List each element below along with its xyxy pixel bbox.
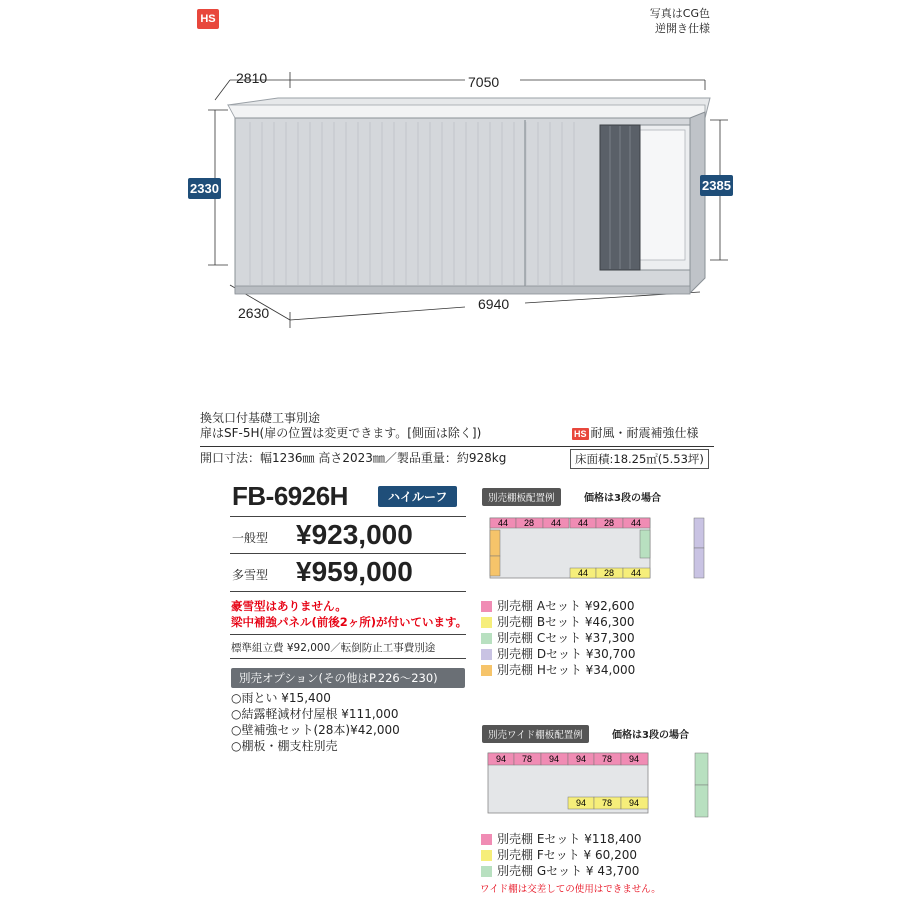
photo-note-line1: 写真はCG色 bbox=[649, 7, 710, 20]
dim-top-width: 7050 bbox=[468, 74, 500, 90]
shelf-set-h bbox=[481, 662, 636, 678]
spec-foundation: 換気口付基礎工事別途 bbox=[200, 411, 321, 425]
shelf-set-d bbox=[481, 646, 636, 662]
shelf-set-label: 別売棚 Dセット ¥30,700 bbox=[497, 647, 636, 661]
spec-door: 扉はSF-5H(扉の位置は変更できます。[側面は除く]) bbox=[200, 426, 482, 440]
svg-text:44: 44 bbox=[577, 518, 589, 528]
svg-text:44: 44 bbox=[550, 518, 562, 528]
wide-set-label: 別売棚 Fセット ¥ 60,200 bbox=[497, 848, 637, 862]
svg-text:44: 44 bbox=[497, 518, 509, 528]
wide-set-list bbox=[481, 831, 641, 879]
options-header: 別売オプション(その他はP.226〜230) bbox=[231, 668, 465, 688]
swatch-icon bbox=[481, 617, 492, 628]
shelf-plan-diagram bbox=[476, 510, 716, 585]
swatch-icon bbox=[481, 866, 492, 877]
shelf-plan-note: 価格は3段の場合 bbox=[584, 493, 661, 504]
swatch-icon bbox=[481, 834, 492, 845]
svg-text:94: 94 bbox=[495, 754, 507, 764]
svg-text:94: 94 bbox=[628, 798, 640, 808]
wide-set-g bbox=[481, 863, 641, 879]
svg-text:78: 78 bbox=[521, 754, 533, 764]
svg-text:44: 44 bbox=[577, 568, 589, 578]
wide-set-f bbox=[481, 847, 641, 863]
swatch-icon bbox=[481, 665, 492, 676]
price-value-standard: ¥923,000 bbox=[296, 519, 413, 550]
svg-text:28: 28 bbox=[603, 568, 615, 578]
dim-bottom-depth: 2630 bbox=[238, 305, 270, 321]
shelf-set-label: 別売棚 Hセット ¥34,000 bbox=[497, 663, 636, 677]
assembly-divider bbox=[230, 634, 466, 635]
svg-text:44: 44 bbox=[630, 568, 642, 578]
shelf-set-c bbox=[481, 630, 636, 646]
swatch-icon bbox=[481, 601, 492, 612]
swatch-icon bbox=[481, 633, 492, 644]
assembly-fee: 標準組立費 ¥92,000／転倒防止工事費別途 bbox=[231, 642, 436, 654]
svg-text:78: 78 bbox=[601, 754, 613, 764]
assembly-divider-2 bbox=[230, 658, 466, 659]
price-row-snow bbox=[230, 553, 466, 592]
option-shelf: ○棚板・棚支柱別売 bbox=[231, 739, 338, 753]
svg-text:28: 28 bbox=[603, 518, 615, 528]
shelf-set-list bbox=[481, 598, 636, 678]
note-heavy-snow: 豪雪型はありません。 bbox=[231, 599, 347, 613]
svg-text:78: 78 bbox=[601, 798, 613, 808]
wide-set-label: 別売棚 Gセット ¥ 43,700 bbox=[497, 864, 640, 878]
option-gutter: ○雨とい ¥15,400 bbox=[231, 691, 331, 705]
type-badge: ハイルーフ bbox=[378, 486, 457, 507]
dim-left-height: 2330 bbox=[188, 178, 221, 199]
wide-set-label: 別売棚 Eセット ¥118,400 bbox=[497, 832, 642, 846]
wide-set-e bbox=[481, 831, 641, 847]
hs-badge: HS bbox=[574, 429, 587, 439]
wide-plan-tag: 別売ワイド棚板配置例 bbox=[482, 725, 589, 743]
svg-text:44: 44 bbox=[630, 518, 642, 528]
shelf-set-label: 別売棚 Bセット ¥46,300 bbox=[497, 615, 635, 629]
photo-note bbox=[600, 6, 710, 36]
option-wall: ○壁補強セット(28本)¥42,000 bbox=[231, 723, 400, 737]
price-label-standard: 一般型 bbox=[232, 531, 269, 545]
options-list bbox=[231, 690, 400, 754]
swatch-icon bbox=[481, 850, 492, 861]
shelf-set-a bbox=[481, 598, 636, 614]
wide-plan-note: 価格は3段の場合 bbox=[612, 730, 689, 741]
wide-plan-diagram bbox=[480, 745, 720, 825]
shelf-set-label: 別売棚 Aセット ¥92,600 bbox=[497, 599, 635, 613]
spec-hs bbox=[572, 425, 699, 442]
note-beam: 梁中補強パネル(前後2ヶ所)が付いています。 bbox=[231, 615, 468, 629]
dim-right-height: 2385 bbox=[700, 175, 733, 196]
hs-text: 耐風・耐震補強仕様 bbox=[590, 426, 699, 440]
option-roof: ○結露軽減材付屋根 ¥111,000 bbox=[231, 707, 399, 721]
spec-divider bbox=[200, 446, 714, 447]
price-row-standard bbox=[230, 516, 466, 554]
svg-text:94: 94 bbox=[628, 754, 640, 764]
shelf-plan-tag: 別売棚板配置例 bbox=[482, 488, 561, 506]
svg-text:94: 94 bbox=[575, 754, 587, 764]
svg-text:28: 28 bbox=[523, 518, 535, 528]
swatch-icon bbox=[481, 649, 492, 660]
floor-area: 床面積:18.25㎡(5.53坪) bbox=[570, 449, 709, 469]
shed-illustration bbox=[180, 60, 740, 340]
model-name: FB-6926H bbox=[232, 481, 348, 511]
spec-opening: 開口寸法：幅1236㎜ 高さ2023㎜／製品重量：約928kg bbox=[200, 451, 507, 465]
price-value-snow: ¥959,000 bbox=[296, 556, 413, 587]
dim-bottom-width: 6940 bbox=[478, 296, 510, 312]
shelf-set-label: 別売棚 Cセット ¥37,300 bbox=[497, 631, 635, 645]
shelf-set-b bbox=[481, 614, 636, 630]
svg-text:94: 94 bbox=[575, 798, 587, 808]
dim-top-depth: 2810 bbox=[236, 70, 268, 86]
hs-logo: HS bbox=[197, 9, 219, 29]
svg-text:94: 94 bbox=[548, 754, 560, 764]
wide-warning: ワイド棚は交差しての使用はできません。 bbox=[480, 884, 661, 895]
price-label-snow: 多雪型 bbox=[232, 568, 269, 582]
photo-note-line2: 逆開き仕様 bbox=[655, 22, 710, 35]
